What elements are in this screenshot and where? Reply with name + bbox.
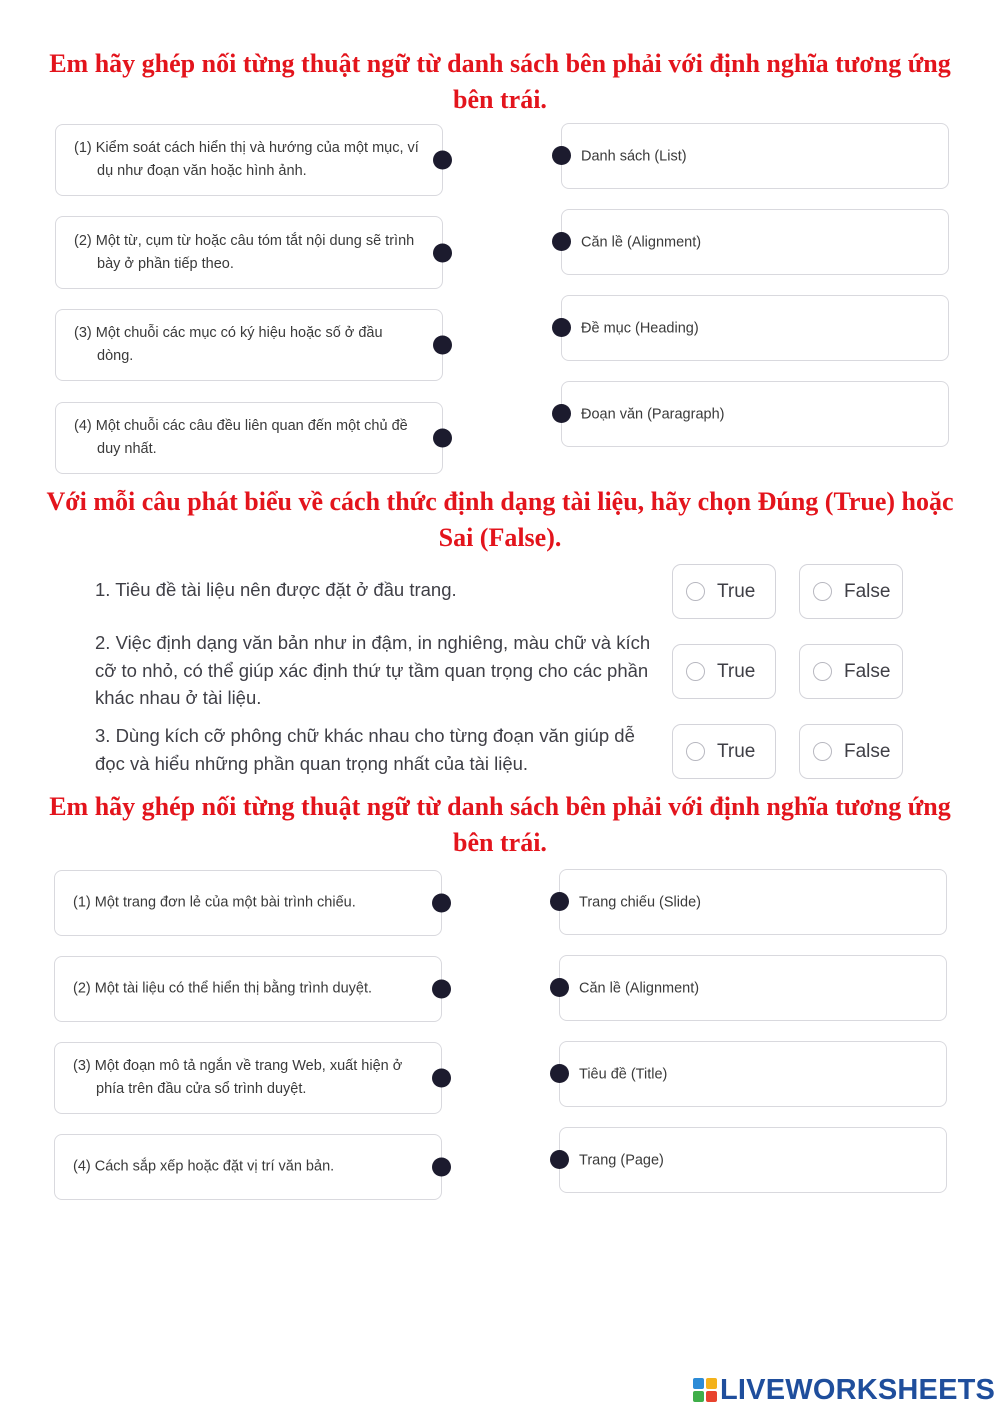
- liveworksheets-grid-icon: [693, 1378, 717, 1402]
- radio-icon[interactable]: [813, 582, 832, 601]
- match-left-item-1[interactable]: [54, 870, 442, 936]
- definition-text: Một tài liệu có thể hiển thị bằng trình duyệt.: [94, 980, 373, 997]
- connector-dot[interactable]: [552, 232, 571, 251]
- radio-icon[interactable]: [813, 662, 832, 681]
- definition-text: Một trang đơn lẻ của một bài trình chiếu.: [94, 894, 356, 911]
- term-label: Căn lề (Alignment): [581, 234, 702, 251]
- item-number: (2): [73, 980, 91, 997]
- connector-dot[interactable]: [433, 429, 452, 448]
- term-label: Trang chiếu (Slide): [579, 894, 701, 911]
- definition-text: Một từ, cụm từ hoặc câu tóm tắt nội dung sẽ trình bày ở phần tiếp theo.: [95, 232, 415, 272]
- connector-dot[interactable]: [550, 1064, 569, 1083]
- true-option-1[interactable]: [672, 564, 776, 619]
- definition-text: Một chuỗi các câu đều liên quan đến một chủ đề duy nhất.: [95, 418, 408, 457]
- term-label: Căn lề (Alignment): [579, 980, 700, 997]
- connector-dot[interactable]: [432, 1158, 451, 1177]
- connector-dot[interactable]: [552, 404, 571, 423]
- false-label: False: [844, 661, 891, 682]
- connector-dot[interactable]: [550, 892, 569, 911]
- statement-3: 3. Dùng kích cỡ phông chữ khác nhau cho từng đoạn văn giúp dễ đọc và hiểu những phần quan trọng nhất của tài liệu.: [95, 725, 635, 774]
- match-right-item-4[interactable]: [561, 381, 949, 447]
- definition-text: Cách sắp xếp hoặc đặt vị trí văn bản.: [94, 1158, 335, 1175]
- match-right-item-3[interactable]: [559, 1041, 947, 1107]
- item-number: (3): [74, 325, 92, 341]
- term-label: Danh sách (List): [581, 148, 687, 165]
- true-option-3[interactable]: [672, 724, 776, 779]
- connector-dot[interactable]: [433, 151, 452, 170]
- connector-dot[interactable]: [550, 1150, 569, 1169]
- logo-text: LIVEWORKSHEETS: [720, 1373, 996, 1406]
- radio-icon[interactable]: [686, 662, 705, 681]
- term-label: Tiêu đề (Title): [579, 1066, 668, 1083]
- false-label: False: [844, 581, 891, 602]
- match-left-item-3[interactable]: [54, 1042, 442, 1114]
- match-right-item-1[interactable]: [559, 869, 947, 935]
- statement-1: 1. Tiêu đề tài liệu nên được đặt ở đầu trang.: [95, 579, 457, 600]
- section2-heading: Với mỗi câu phát biểu về cách thức định dạng tài liệu, hãy chọn Đúng (True) hoặc Sai (False).: [46, 487, 954, 552]
- match-right-item-1[interactable]: [561, 123, 949, 189]
- true-label: True: [717, 741, 756, 762]
- definition-text: Một chuỗi các mục có ký hiệu hoặc số ở đầu dòng.: [95, 325, 383, 364]
- match-left-item-4[interactable]: [55, 402, 443, 474]
- connector-dot[interactable]: [433, 336, 452, 355]
- match-left-item-1[interactable]: [55, 124, 443, 196]
- match-right-item-2[interactable]: [561, 209, 949, 275]
- term-label: Đoạn văn (Paragraph): [581, 406, 725, 423]
- item-number: (2): [74, 232, 92, 249]
- connector-dot[interactable]: [552, 146, 571, 165]
- false-option-3[interactable]: [799, 724, 903, 779]
- connector-dot[interactable]: [432, 1069, 451, 1088]
- definition-text: Kiểm soát cách hiển thị và hướng của một mục, ví dụ như đoạn văn hoặc hình ảnh.: [95, 140, 419, 179]
- term-label: Đề mục (Heading): [581, 320, 699, 337]
- true-label: True: [717, 581, 756, 602]
- radio-icon[interactable]: [686, 582, 705, 601]
- match-right-item-2[interactable]: [559, 955, 947, 1021]
- term-label: Trang (Page): [579, 1152, 664, 1169]
- match-left-item-4[interactable]: [54, 1134, 442, 1200]
- section3-heading: Em hãy ghép nối từng thuật ngữ từ danh sách bên phải với định nghĩa tương ứng bên trái.: [49, 792, 951, 857]
- connector-dot[interactable]: [550, 978, 569, 997]
- item-number: (3): [73, 1058, 91, 1074]
- item-number: (4): [74, 418, 92, 434]
- item-number: (1): [73, 894, 91, 911]
- item-number: (4): [73, 1158, 91, 1175]
- connector-dot[interactable]: [552, 318, 571, 337]
- match-right-item-4[interactable]: [559, 1127, 947, 1193]
- liveworksheets-logo: [693, 1373, 995, 1407]
- true-label: True: [717, 661, 756, 682]
- radio-icon[interactable]: [686, 742, 705, 761]
- match-left-item-3[interactable]: [55, 309, 443, 381]
- match-left-item-2[interactable]: [54, 956, 442, 1022]
- item-number: (1): [74, 140, 92, 156]
- match-left-item-2[interactable]: [55, 216, 443, 289]
- false-label: False: [844, 741, 891, 762]
- true-option-2[interactable]: [672, 644, 776, 699]
- statement-2: 2. Việc định dạng văn bản như in đậm, in nghiêng, màu chữ và kích cỡ to nhỏ, có thể giúp xác định thứ tự tầm quan trọng cho các phần khác nhau ở tài liệu.: [95, 632, 651, 708]
- definition-text: Một đoạn mô tả ngắn về trang Web, xuất hiện ở phía trên đầu cửa sổ trình duyệt.: [94, 1058, 403, 1097]
- match-right-item-3[interactable]: [561, 295, 949, 361]
- section1-heading: Em hãy ghép nối từng thuật ngữ từ danh sách bên phải với định nghĩa tương ứng bên trái.: [49, 49, 951, 114]
- connector-dot[interactable]: [432, 980, 451, 999]
- connector-dot[interactable]: [433, 243, 452, 262]
- false-option-2[interactable]: [799, 644, 903, 699]
- false-option-1[interactable]: [799, 564, 903, 619]
- radio-icon[interactable]: [813, 742, 832, 761]
- connector-dot[interactable]: [432, 894, 451, 913]
